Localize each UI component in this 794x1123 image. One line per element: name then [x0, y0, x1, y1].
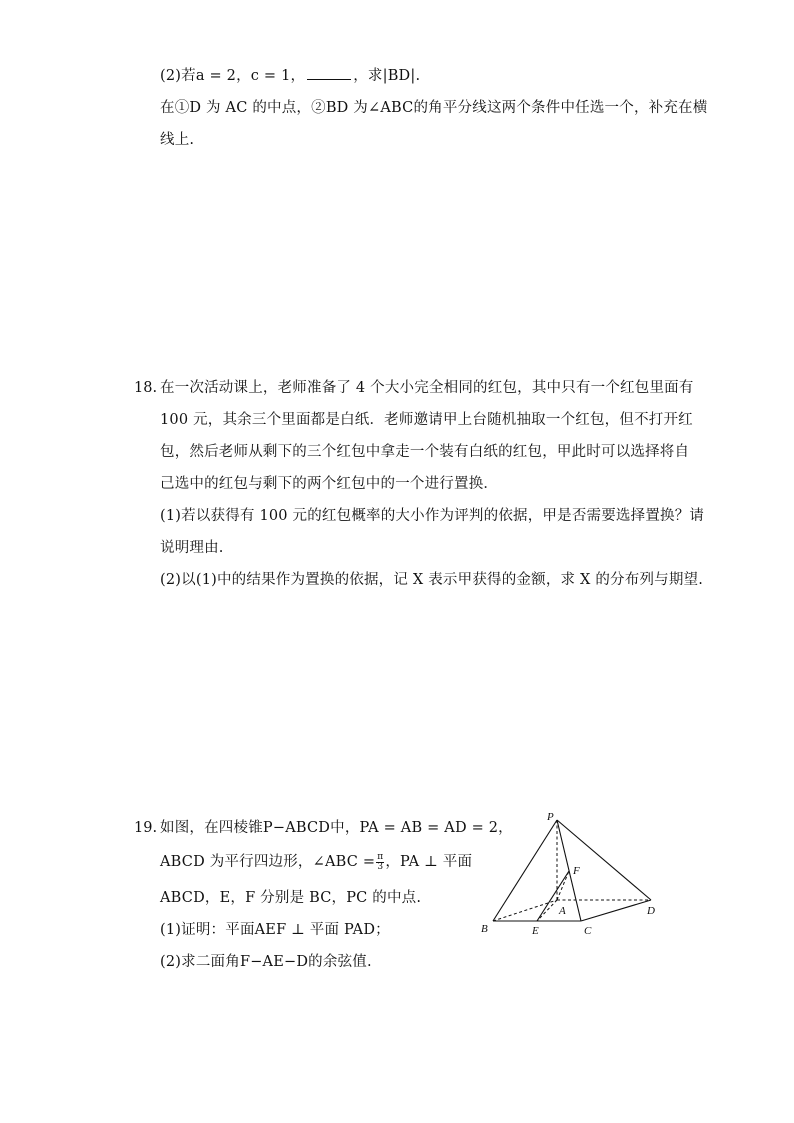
label-C: C: [584, 925, 592, 937]
q18-number: 18.: [134, 380, 158, 396]
label-B: B: [481, 923, 488, 935]
q19-line3: ABCD，E，F 分别是 BC，PC 的中点.: [160, 890, 422, 906]
fraction-denominator: 3: [377, 861, 384, 872]
q18-part1-line1: (1)若以获得有 100 元的红包概率的大小作为评判的依据，甲是否需要选择置换？请: [160, 508, 705, 524]
q17-part2: [160, 66, 420, 86]
q19-line2-a: ABCD 为平行四边形，∠ABC =: [160, 854, 376, 870]
label-P: P: [547, 811, 554, 823]
label-A: A: [559, 905, 566, 917]
q17-instruction-line2: 线上.: [160, 132, 195, 148]
segment-AF: [557, 871, 569, 900]
label-D: D: [647, 905, 655, 917]
q18-line: 己选中的红包与剩下的两个红包中的一个进行置换．: [160, 476, 499, 492]
fraction: [376, 853, 384, 872]
q19-part2: (2)求二面角F−AE−D的余弦值.: [160, 954, 372, 970]
q19-number: 19.: [134, 820, 158, 836]
pyramid-figure: [475, 808, 675, 938]
fraction-numerator: π: [377, 851, 384, 862]
q19-line2: [160, 852, 472, 872]
q18-line: 包，然后老师从剩下的三个红包中拿走一个装有白纸的红包，甲此时可以选择将自: [160, 444, 690, 460]
edge-AB: [493, 900, 557, 921]
q17-instruction-line1: 在①D 为 AC 的中点，②BD 为∠ABC的角平分线这两个条件中任选一个，补充在横: [160, 100, 708, 116]
q19-part1: (1)证明：平面AEF ⊥ 平面 PAD；: [160, 922, 390, 938]
edge-PB: [493, 820, 557, 921]
q19-line1: 如图，在四棱锥P−ABCD中，PA = AB = AD = 2，: [160, 820, 513, 836]
q18-part1-line2: 说明理由.: [160, 540, 224, 556]
label-E: E: [532, 925, 539, 937]
q19-line2-b: ，PA ⊥ 平面: [385, 854, 473, 870]
q17-part2-prefix: (2)若a = 2，c = 1，: [160, 68, 306, 84]
q17-part2-suffix: ，求|BD|.: [353, 68, 421, 84]
edge-CD: [581, 900, 651, 921]
q18-part2: (2)以(1)中的结果作为置换的依据，记 X 表示甲获得的金额，求 X 的分布列与期望.: [160, 572, 704, 588]
q18-line: 100 元，其余三个里面都是白纸．老师邀请甲上台随机抽取一个红包，但不打开红: [160, 412, 693, 428]
answer-blank: [307, 66, 351, 80]
q18-line: 在一次活动课上，老师准备了 4 个大小完全相同的红包，其中只有一个红包里面有: [160, 380, 694, 396]
edge-PD: [557, 820, 651, 900]
label-F: F: [573, 865, 580, 877]
